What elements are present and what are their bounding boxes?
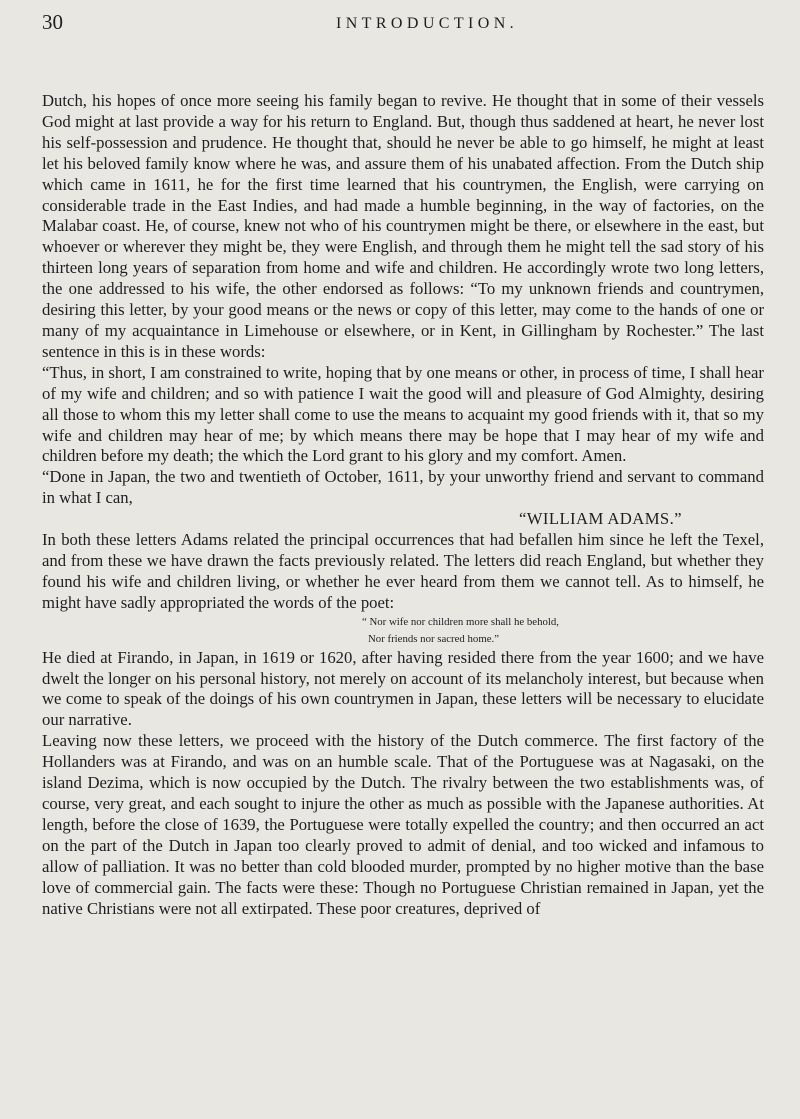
paragraph-1: Dutch, his hopes of once more seeing his family began to revive. He thought that in some of their vessels God might at last provide a way for his return to England. But, though thus saddened at heart, he never lost his self-possession and prudence. He thought that, should he never be able to go himself, he might at least let his beloved family know where he was, and assure them of his unabated affection. From the Dutch ship which came in 1611, he for the first time learned that his countrymen, the English, were carrying on considerable trade in the East Indies, and had made a humble beginning, in the way of factories, on the Malabar coast. He, of course, knew not who of his countrymen might be there, or elsewhere in the east, but whoever or wherever they might be, they were English, and through them he might tell the sad story of his thirteen long years of separation from home and wife and children. He accordingly wrote two long letters, the one addressed to his wife, the other endorsed as follows: “To my unknown friends and countrymen, desiring this letter, by your good means or the news or copy of this letter, may come to the hands of one or many of my acquaintance in Limehouse or elsewhere, or in Kent, in Gillingham by Rochester.” The last sentence in this is in these words: bbox=[42, 91, 764, 361]
paragraph-2: “Thus, in short, I am constrained to write, hoping that by one means or other, in process of time, I shall hear of my wife and children; and so with patience I wait the good will and pleasure of God Almighty, desiring all those to whom this my letter shall come to use the means to acquaint my good friends with it, that so my wife and children may hear of me; by which means there may be hope that I may hear of my wife and children before my death; the which the Lord grant to his glory and my comfort. Amen. bbox=[42, 362, 764, 466]
poem-quote bbox=[42, 614, 764, 648]
page-body bbox=[42, 91, 764, 919]
poem-line-1: “ Nor wife nor children more shall he behold, bbox=[362, 615, 559, 628]
poem-line-2: Nor friends nor sacred home.” bbox=[368, 632, 500, 645]
paragraph-5: He died at Firando, in Japan, in 1619 or 1620, after having resided there from the year 1600; and we have dwelt the longer on his personal history, not merely on account of its melancholy interest, but because when we come to speak of the doings of his own countrymen in Japan, these letters will be necessary to elucidate our narrative. bbox=[42, 647, 764, 730]
paragraph-3: “Done in Japan, the two and twentieth of October, 1611, by your unworthy friend and servant to command in what I can, bbox=[42, 467, 764, 508]
page-number: 30 bbox=[42, 10, 63, 34]
running-head: INTRODUCTION. bbox=[336, 15, 519, 32]
paragraph-6: Leaving now these letters, we proceed with the history of the Dutch commerce. The first factory of the Hollanders was at Firando, and was on an humble scale. That of the Portuguese was at Nagasaki, on the island Dezima, which is now occupied by the Dutch. The rivalry between the two establishments was, of course, very great, and each sought to injure the other as much as possible with the Japanese authorities. At length, before the close of 1639, the Portuguese were totally expelled the country; and then occurred an act on the part of the Dutch in Japan too clearly proved to admit of denial, and too wicked and infamous to allow of palliation. It was no better than cold blooded murder, prompted by no higher motive than the base love of commercial gain. The facts were these: Though no Portuguese Christian remained in Japan, yet the native Christians were not all extirpated. These poor creatures, deprived of bbox=[42, 731, 764, 918]
letter-signature: “WILLIAM ADAMS.” bbox=[518, 509, 682, 529]
paragraph-4: In both these letters Adams related the principal occurrences that had befallen him since he left the Texel, and from these we have drawn the facts previously related. The letters did reach England, but whether they found his wife and children living, or whether he ever heard from them we cannot tell. As to himself, he might have sadly appropriated the words of the poet: bbox=[42, 530, 764, 612]
